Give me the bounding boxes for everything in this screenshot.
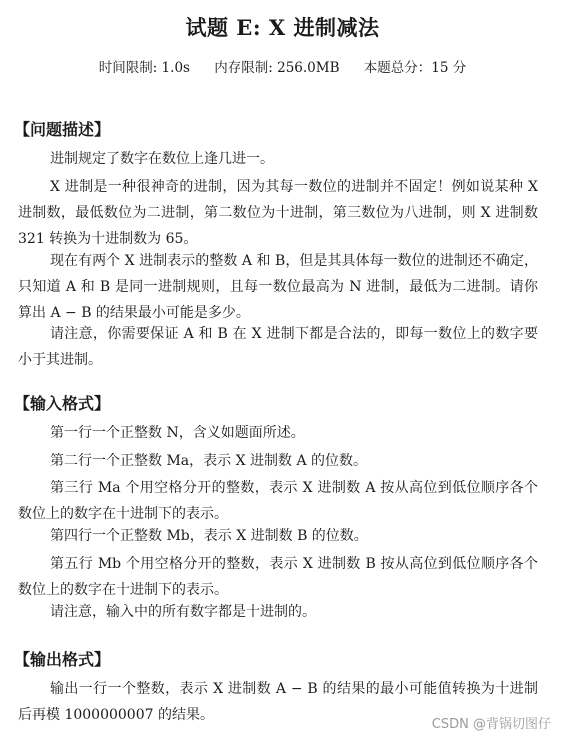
input-line-3: 第三行 Ma 个用空格分开的整数，表示 X 进制数 A 按从高位到低位顺序各个数位上的数字在十进制下的表示。 — [18, 480, 538, 522]
problem-paragraph-1: 进制规定了数字在数位上逢几进一。 — [50, 151, 274, 167]
csdn-watermark: CSDN @背锅切图仔 — [431, 717, 551, 732]
input-line-6: 请注意，输入中的所有数字都是十进制的。 — [50, 604, 316, 620]
output-line-1: 输出一行一个整数，表示 X 进制数 A − B 的结果的最小可能值转换为十进制后再模 1000000007 的结果。 — [18, 681, 538, 723]
section-input-heading: 【输入格式】 — [14, 394, 111, 413]
section-output-heading: 【输出格式】 — [14, 650, 111, 669]
input-line-4: 第四行一个正整数 Mb，表示 X 进制数 B 的位数。 — [50, 528, 368, 544]
input-line-1: 第一行一个正整数 N，含义如题面所述。 — [50, 425, 305, 441]
problem-title: 试题 E: X 进制减法 — [185, 15, 380, 40]
problem-paragraph-2: X 进制是一种很神奇的进制，因为其每一数位的进制并不固定！例如说某种 X 进制数，最低数位为二进制，第二数位为十进制，第三数位为八进制，则 X 进制数 321 转换为十进制数为 65。 — [18, 179, 538, 247]
problem-paragraph-4: 请注意，你需要保证 A 和 B 在 X 进制下都是合法的，即每一数位上的数字要小于其进制。 — [18, 326, 538, 368]
time-limit: 时间限制: 1.0s — [98, 60, 190, 76]
input-line-5: 第五行 Mb 个用空格分开的整数，表示 X 进制数 B 按从高位到低位顺序各个数位上的数字在十进制下的表示。 — [18, 556, 538, 598]
problem-paragraph-3: 现在有两个 X 进制表示的整数 A 和 B，但是其具体每一数位的进制还不确定，只知道 A 和 B 是同一进制规则，且每一数位最高为 N 进制，最低为二进制。请你算出 A − B 的结果最小可能是多少。 — [18, 253, 538, 321]
total-score: 本题总分：15 分 — [363, 60, 467, 76]
section-problem-heading: 【问题描述】 — [14, 120, 111, 139]
input-line-2: 第二行一个正整数 Ma，表示 X 进制数 A 的位数。 — [50, 453, 368, 469]
problem-meta — [0, 56, 565, 76]
memory-limit: 内存限制: 256.0MB — [214, 60, 340, 76]
